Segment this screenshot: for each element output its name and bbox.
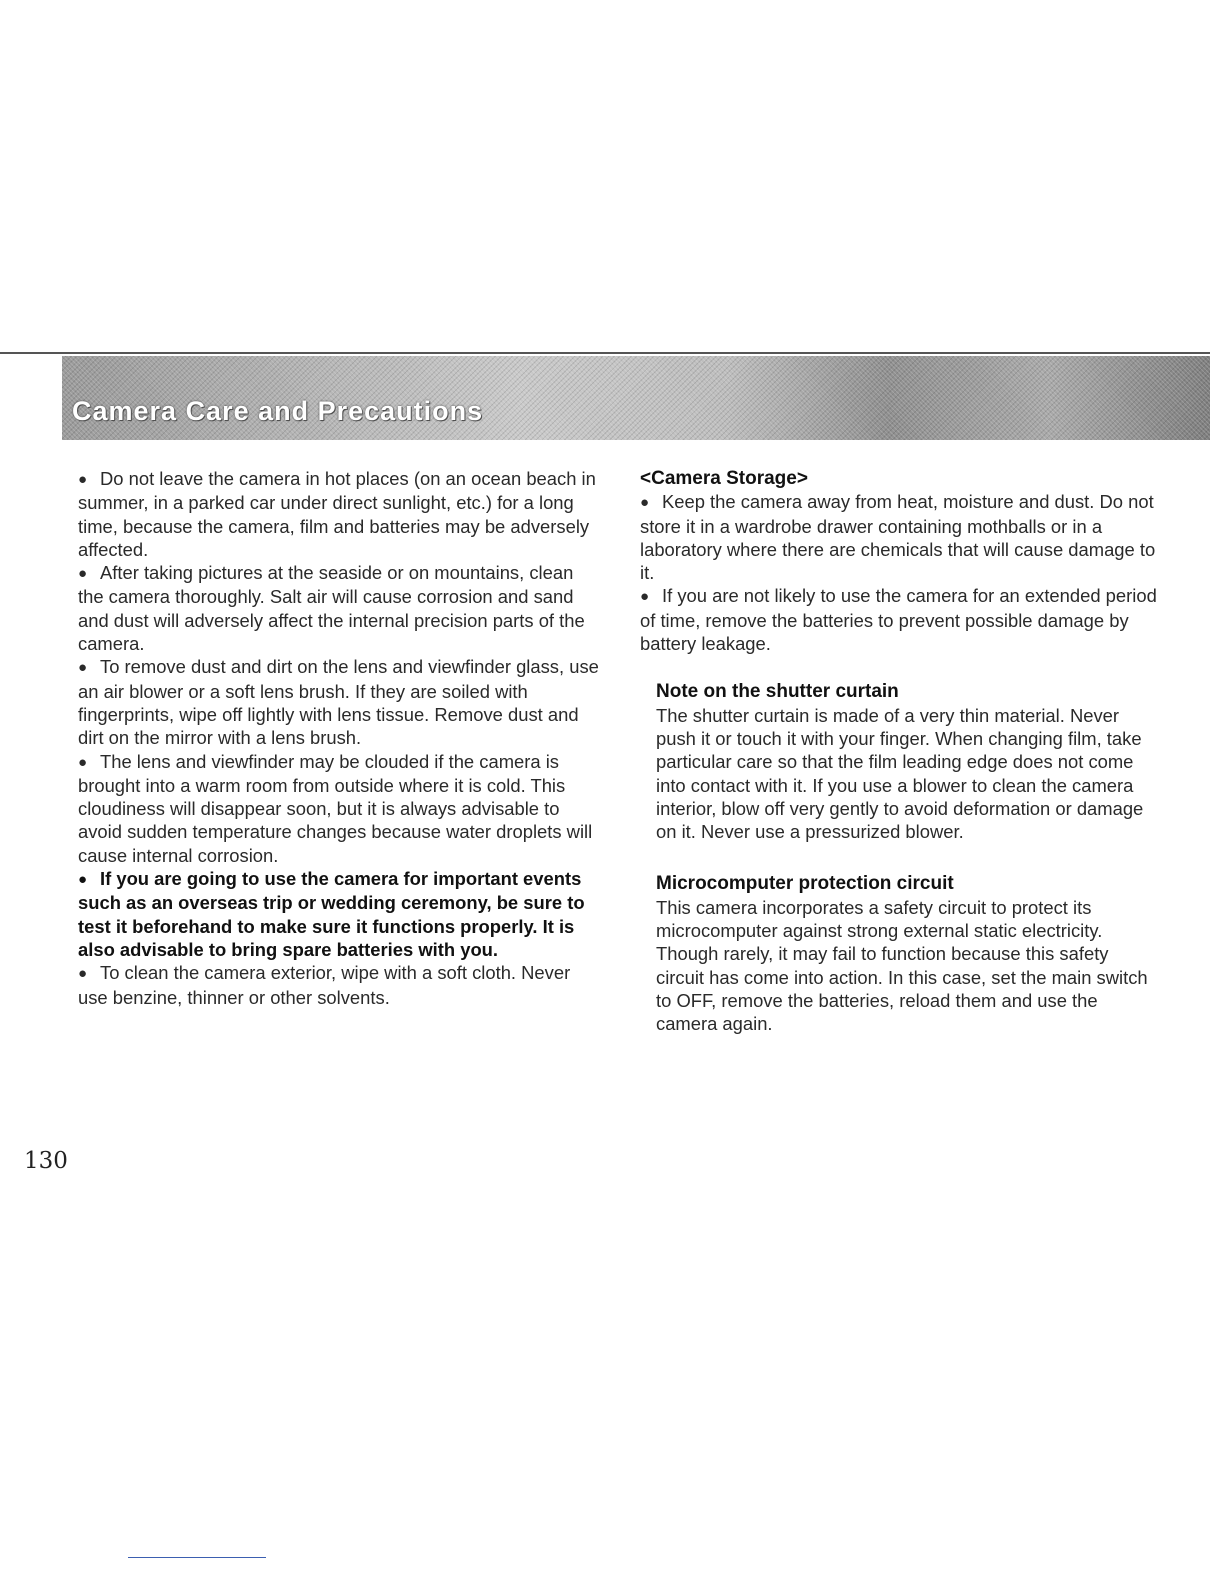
paragraph-text: To remove dust and dirt on the lens and viewfinder glass, use an air blower or a soft lens brush. If they are soiled with fingerprints, wipe off lightly with lens tissue. Remove dust and dirt on the mirror with a lens brush. xyxy=(78,656,599,749)
storage-paragraph xyxy=(640,490,1160,584)
care-paragraph xyxy=(78,750,600,867)
bullet-icon: ● xyxy=(78,565,88,583)
bullet-icon: ● xyxy=(78,753,88,771)
page-title: Camera Care and Precautions xyxy=(72,396,484,426)
shutter-curtain-section xyxy=(656,680,1160,843)
paragraph-text: Keep the camera away from heat, moisture and dust. Do not store it in a wardrobe drawer containing mothballs or in a laboratory where there are chemicals that will cause damage to it. xyxy=(640,491,1156,584)
care-paragraph xyxy=(78,561,600,655)
care-paragraph xyxy=(78,655,600,749)
left-column xyxy=(78,467,600,1009)
paragraph-text: Do not leave the camera in hot places (on an ocean beach in summer, in a parked car under direct sunlight, etc.) for a long time, because the camera, film and batteries may be adversely affected. xyxy=(78,468,596,560)
microcomputer-text: This camera incorporates a safety circuit to protect its microcomputer against strong external static electricity. Though rarely, it may fail to function because this safety circuit has come into action. In this case, set the main switch to OFF, remove the batteries, reload them and use the camera again. xyxy=(656,896,1148,1035)
paragraph-text: If you are not likely to use the camera for an extended period of time, remove the batteries to prevent possible damage by battery leakage. xyxy=(640,585,1157,655)
care-paragraph xyxy=(78,467,600,561)
important-events-paragraph xyxy=(78,867,600,961)
bullet-icon: ● xyxy=(78,871,88,889)
paragraph-text: After taking pictures at the seaside or on mountains, clean the camera thoroughly. Salt air will cause corrosion and sand and dust will adversely affect the internal precision parts of the camera. xyxy=(78,562,585,655)
microcomputer-heading: Microcomputer protection circuit xyxy=(656,873,954,895)
section-header-band xyxy=(62,356,1210,440)
bullet-icon: ● xyxy=(78,659,88,677)
camera-storage-heading: <Camera Storage> xyxy=(640,468,808,489)
bullet-icon: ● xyxy=(640,494,650,512)
header-top-rule xyxy=(0,352,1210,354)
bullet-icon: ● xyxy=(78,965,88,983)
footer-rule xyxy=(128,1557,266,1558)
bullet-icon: ● xyxy=(640,588,650,606)
microcomputer-section xyxy=(656,872,1160,1035)
paragraph-text: The lens and viewfinder may be clouded if the camera is brought into a warm room from outside where it is cold. This cloudiness will disappear soon, but it is always advisable to avoid sudden temperature changes because water droplets will cause internal corrosion. xyxy=(78,750,593,866)
right-column xyxy=(640,467,1160,1036)
shutter-curtain-heading: Note on the shutter curtain xyxy=(656,681,899,703)
shutter-curtain-text: The shutter curtain is made of a very thin material. Never push it or touch it with your finger. When changing film, take particular care so that the film leading edge does not come into contact with it. If you use a blower to clean the camera interior, blow off very gently to avoid deformation or damage on it. Never use a pressurized blower. xyxy=(656,704,1144,843)
bullet-icon: ● xyxy=(78,471,88,488)
paragraph-text: To clean the camera exterior, wipe with a soft cloth. Never use benzine, thinner or other solvents. xyxy=(78,962,571,1008)
page-number: 130 xyxy=(24,1148,68,1174)
paragraph-text: If you are going to use the camera for important events such as an overseas trip or wedding ceremony, be sure to test it beforehand to make sure it functions properly. It is also advisable to bring spare batteries with you. xyxy=(78,868,585,960)
storage-paragraph xyxy=(640,584,1160,655)
care-paragraph xyxy=(78,961,600,1009)
